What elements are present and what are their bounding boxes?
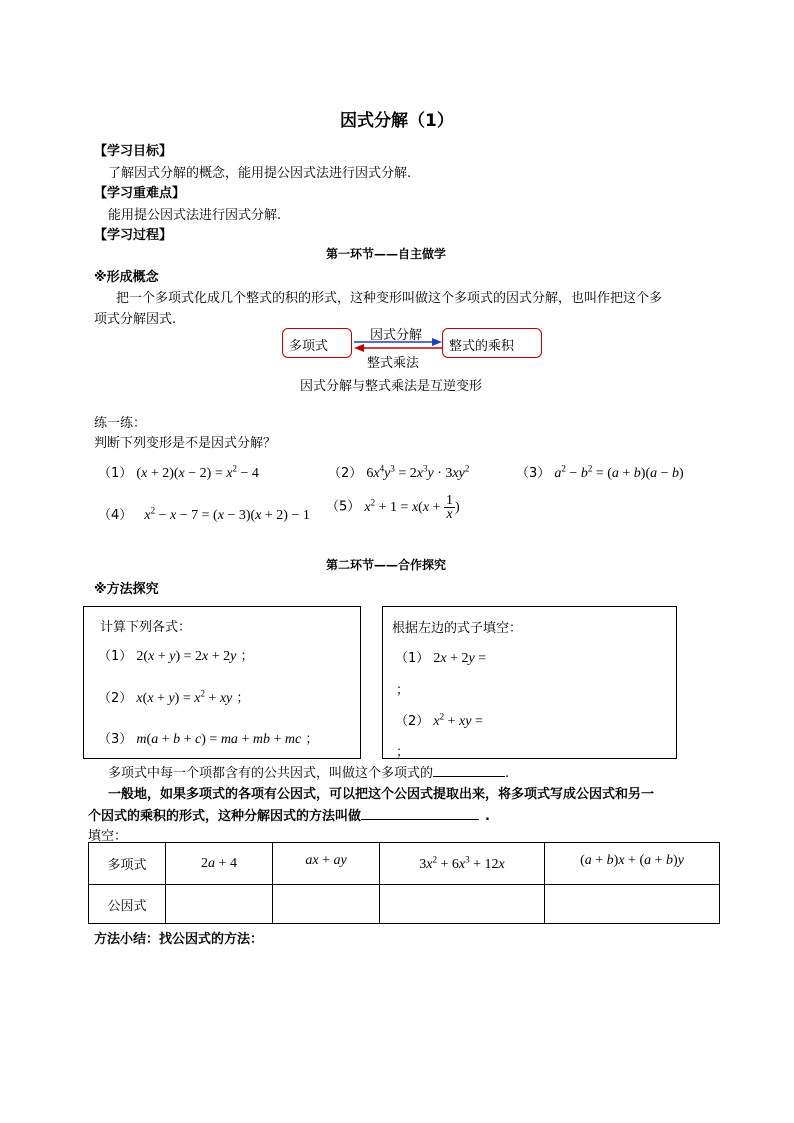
fill-label: 填空：	[88, 829, 128, 844]
method-heading: ※方法探究	[94, 582, 159, 597]
practice-question: 判断下列变形是不是因式分解？	[94, 436, 277, 451]
fill-item-1-number: （1）	[395, 651, 430, 666]
fill-item-2-number: （2）	[395, 714, 430, 729]
calc-item-3	[98, 728, 318, 748]
method-para-line1: 一般地，如果多项式的各项有公因式，可以把这个公因式提取出来，将多项式写成公因式和另一	[108, 787, 655, 802]
item-5-formula: $x^2 + 1 = x(x$ + $\frac{1}{x}$ )	[364, 493, 460, 522]
calc-item-2-number: （2）	[98, 691, 133, 706]
factor-cell-2[interactable]	[273, 885, 380, 924]
item-4-number: （4）	[98, 508, 133, 523]
item-3-formula: $a^2 - b^2 = (a + b)(a - b)$	[554, 463, 684, 481]
poly-cell-1: 2a + 4	[166, 843, 273, 885]
item-5-number: （5）	[326, 499, 361, 515]
calc-item-2	[98, 687, 249, 707]
item-2-formula: $6x^4y^3 = 2x^3y \cdot 3xy^2$	[366, 463, 470, 481]
method-para-period: .	[485, 809, 490, 824]
item-4-formula: $x^2 - x - 7 = (x - 3)(x + 2) - 1$	[144, 505, 310, 523]
factor-cell-4[interactable]	[545, 885, 720, 924]
fill-item-1-semicolon: ；	[396, 683, 410, 698]
goal-heading: 【学习目标】	[94, 144, 173, 159]
calc-item-1-number: （1）	[98, 649, 133, 664]
common-factor-blank[interactable]	[433, 764, 505, 777]
goal-text: 了解因式分解的概念，能用提公因式法进行因式分解.	[108, 166, 412, 181]
fill-item-1-formula: 2x + 2y =	[433, 651, 487, 666]
calc-item-1-formula: 2(x + y) = 2x + 2y	[136, 649, 237, 664]
common-factor-definition	[108, 762, 509, 781]
page-title: 因式分解（1）	[340, 111, 454, 131]
key-text: 能用提公因式法进行因式分解.	[108, 208, 282, 223]
practice-label: 练一练：	[94, 416, 147, 431]
conversion-arrows	[352, 338, 444, 352]
diagram-caption: 因式分解与整式乘法是互逆变形	[300, 379, 483, 394]
concept-line2: 项式分解因式.	[94, 312, 177, 327]
item-3-number: （3）	[516, 466, 551, 481]
fill-in-box-title: 根据左边的式子填空：	[392, 621, 523, 636]
calc-item-3-number: （3）	[98, 732, 133, 747]
multiplication-label: 整式乘法	[367, 356, 420, 371]
fill-item-2-semicolon: ；	[396, 745, 410, 760]
calc-item-1-semicolon: ；	[240, 649, 254, 664]
calc-item-3-formula: m(a + b + c) = ma + mb + mc	[136, 732, 302, 747]
table-row-polynomial	[89, 843, 720, 885]
calc-item-2-formula: $x(x + y) = x^2$ + xy	[136, 688, 233, 706]
calc-item-3-semicolon: ；	[305, 732, 319, 747]
calculate-box-title: 计算下列各式：	[100, 620, 192, 635]
common-factor-table	[88, 842, 720, 924]
table-row-common-factor	[89, 885, 720, 924]
concept-heading: ※形成概念	[94, 270, 159, 285]
fill-item-2-formula: $x^2$ + xy =	[433, 711, 483, 729]
method-para-line2	[88, 805, 490, 824]
calc-item-2-semicolon: ；	[236, 691, 250, 706]
polynomial-box	[282, 328, 352, 358]
item-3	[516, 462, 684, 482]
poly-cell-3: $3x^2 + 6x^3 + 12x$	[380, 843, 545, 885]
section2-title: 第二环节——合作探究	[326, 558, 447, 572]
row2-header: 公因式	[89, 885, 166, 924]
product-box-label: 整式的乘积	[449, 339, 515, 354]
item-2	[328, 462, 469, 482]
row1-header: 多项式	[89, 843, 166, 885]
method-name-blank[interactable]	[361, 807, 479, 820]
common-factor-definition-text: 多项式中每一个项都含有的公共因式，叫做这个多项式的	[108, 766, 434, 781]
item-4	[98, 504, 310, 524]
item-1-formula: $(x + 2)(x - 2) = x^2 - 4$	[136, 463, 259, 481]
item-5	[326, 494, 460, 521]
key-heading: 【学习重难点】	[94, 186, 186, 201]
concept-line1: 把一个多项式化成几个整式的积的形式，这种变形叫做这个多项式的因式分解，也叫作把这个多	[116, 291, 663, 306]
calc-item-1	[98, 645, 254, 665]
poly-cell-4: (a + b)x + (a + b)y	[545, 843, 720, 885]
item-2-number: （2）	[328, 466, 363, 481]
factorization-label: 因式分解	[370, 328, 423, 343]
product-box	[442, 328, 542, 358]
factor-cell-1[interactable]	[166, 885, 273, 924]
method-para-line2-text: 个因式的乘积的形式，这种分解因式的方法叫做	[88, 809, 362, 824]
poly-cell-2: ax + ay	[273, 843, 380, 885]
section1-title: 第一环节——自主做学	[326, 247, 447, 261]
method-summary: 方法小结：找公因式的方法：	[94, 932, 264, 947]
polynomial-box-label: 多项式	[289, 339, 329, 354]
common-factor-period: .	[505, 766, 510, 781]
item-1-number: （1）	[98, 466, 133, 481]
fill-item-2	[395, 710, 483, 730]
process-heading: 【学习过程】	[94, 228, 173, 243]
factor-cell-3[interactable]	[380, 885, 545, 924]
item-1	[98, 462, 259, 482]
fill-item-1	[395, 647, 486, 667]
